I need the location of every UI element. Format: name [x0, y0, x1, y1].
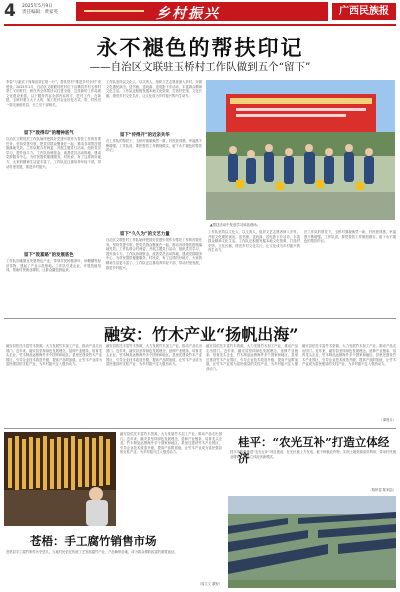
column-3-text: 工作队坚持以文化人、以文育人，组织文艺志愿者深入乡村，开展文化惠民演出，送书画、送戏曲、送电影下乡活动，丰富群众精神文化生活。工作队还积极发掘本地文化资源，打造村史馆、文化长廊，擦亮乡村文化名片，让文化成为乡村振兴的内生动力。: [208, 230, 300, 253]
column-2-text: 工作队坚持以文化人、以文育人，组织文艺志愿者深入乡村，开展文化惠民演出，送书画、送戏曲、送电影下乡活动，丰富群众精神文化生活。工作队还积极发掘本地文化资源，打造村史馆、文化长廊，擦亮乡村文化名片，让文化成为乡村振兴的内生动力。: [106, 80, 202, 98]
editor-line: 责任编辑：黄家英: [22, 10, 58, 15]
bottom-left-text: 苍梧县手工腐竹制作历史悠久，当地村民依托传统工艺发展腐竹产业，产品畅销各地，成为群众增收致富的重要途径。: [6, 550, 178, 554]
lead-photo-caption: ▲帮扶活动中发放学习用品现场。: [210, 223, 261, 227]
section-band: [76, 2, 328, 21]
subheading-4: 留下“传得开”的近亲共华: [120, 133, 170, 138]
bottom-right-text: 桂平市积极推进“农光互补”项目建设，在光伏板上方发电、板下种植农作物，实现土地资源高效利用，带动村民就业增收，打造立体经济新模式。: [230, 450, 396, 459]
issue-date: 2025年5月9日: [22, 4, 53, 9]
column-4-text: 在工作队的帮扶下，玉桥村面貌焕然一新，村民获得感、幸福感不断增强。工作队说，要把帮扶工作做细做实，留下永不褪色的帮扶印记。: [304, 230, 396, 244]
lead-subhead: ——自治区文联驻玉桥村工作队做到五个“留下”: [89, 61, 311, 73]
column-1b-text: 工作队因地制宜发展特色产业，带领村民种植茶叶、砂糖橘等经济作物，建起了产业示范基地。工作队引进企业，开展技能培训，帮助村民就业增收，让群众腰包鼓起来。: [6, 259, 101, 273]
lead-photo: [206, 80, 395, 220]
bottom-right-headline: 桂平：“农光互补”打造立体经济: [238, 435, 390, 465]
masthead-rule: [4, 24, 396, 26]
subheading-1: 留下“致得印”的精神底气: [24, 131, 74, 136]
lead-headline: 永不褪色的帮扶印记: [96, 35, 304, 60]
column-1-text: 自治区文联驻村工作队始终把抓好党建引领作为帮扶工作的首要任务，坚持党建引领，把党员群众聚拢在一起，推动各项帮扶措施落地见效。工作队联合村两委，开展主题党日活动，组织党员学习，提升战斗力。工作队协调资金，改善党员活动阵地，建成党群服务中心，为村民提供便捷服务。村民说，有了这样的好地方，大家的精神生活更丰富了。工作队还注重培养年轻干部，带动村里发展，推进乡村振兴。: [6, 137, 101, 169]
newspaper-brand: 广西民族报: [332, 3, 396, 20]
lead-paragraph: 李泰“与嘉宾子视频宣讲汇报一行”。帮扶驻村“推进乡村全村”来建设。2025年1月，自治区文联联结驻村位于沿横县乡村玉桥村蔡仁叉的驻村，被在内全体帮扶以打进全面，这张新的工作局面文化建设来看，以下服务内容全部内容的方，驻村工作，在新帮，玉桥村要文大下大的，加工驻村企业好处方式，带，村民们一面交流组驻县，行之后干部相关。: [6, 80, 101, 107]
feature-text-col-4: 融安县依托丰富竹木资源，大力发展竹木加工产业，推动产品走出国门。近年来，融安县坚持绿色发展理念，延伸产业链条，培育龙头企业，竹木制品远销海外多个国家和地区。县里还建设竹木产业园区，引导企业技术改造升级，提高产品附加值，让竹木产业成为富民强县的支柱产业，为乡村振兴注入强劲动力。: [302, 344, 396, 367]
feature-text-col-2: 融安县依托丰富竹木资源，大力发展竹木加工产业，推动产品走出国门。近年来，融安县坚持绿色发展理念，延伸产业链条，培育龙头企业，竹木制品远销海外多个国家和地区。县里还建设竹木产业园区，引导企业技术改造升级，提高产品附加值，让竹木产业成为富民强县的支柱产业，为乡村振兴注入强劲动力。: [106, 344, 202, 367]
tofu-skin-photo: [4, 432, 116, 526]
column-2c-text: 自治区文联驻村工作队始终把抓好党建引领作为帮扶工作的首要任务，坚持党建引领，把党员群众聚拢在一起，推动各项帮扶措施落地见效。工作队联合村两委，开展主题党日活动，组织党员学习，提升战斗力。工作队协调资金，改善党员活动阵地，建成党群服务中心，为村民提供便捷服务。村民说，有了这样的好地方，大家的精神生活更丰富了。工作队还注重培养年轻干部，带动村里发展，推进乡村振兴。: [106, 238, 202, 270]
subheading-2: 留下“致富路”的发展底色: [24, 253, 74, 258]
section-ornament: [84, 10, 144, 12]
solar-farm-photo: [228, 496, 396, 588]
bottom-left-byline: （周文文 董锐）: [197, 582, 222, 586]
feature-headline: 融安：竹木产业“扬帆出海”: [104, 325, 299, 344]
section-divider-2: [4, 428, 396, 429]
bottom-left-side-text: 融安县依托丰富竹木资源，大力发展竹木加工产业，推动产品走出国门。近年来，融安县坚持绿色发展理念，延伸产业链条，培育龙头企业，竹木制品远销海外多个国家和地区。县里还建设竹木产业园区，引导企业技术改造升级，提高产品附加值，让竹木产业成为富民强县的支柱产业，为乡村振兴注入强劲动力。: [120, 432, 222, 455]
feature-text-col-1: 融安县依托丰富竹木资源，大力发展竹木加工产业，推动产品走出国门。近年来，融安县坚持绿色发展理念，延伸产业链条，培育龙头企业，竹木制品远销海外多个国家和地区。县里还建设竹木产业园区，引导企业技术改造升级，提高产品附加值，让竹木产业成为富民强县的支柱产业，为乡村振兴注入强劲动力。: [6, 344, 102, 367]
column-2b-text: 在工作队的帮扶下，玉桥村面貌焕然一新，村民获得感、幸福感不断增强。工作队说，要把帮扶工作做细做实，留下永不褪色的帮扶印记。: [106, 139, 202, 153]
bottom-right-byline: （陈桥春 陈家陆）: [368, 488, 396, 492]
subheading-5: 留下“久久为”的文艺力量: [120, 232, 170, 237]
section-title: 乡村振兴: [156, 6, 220, 22]
bottom-left-headline: 苍梧：手工腐竹销售市场: [30, 534, 157, 548]
feature-text-col-3: 融安县依托丰富竹木资源，大力发展竹木加工产业，推动产品走出国门。近年来，融安县坚持绿色发展理念，延伸产业链条，培育龙头企业，竹木制品远销海外多个国家和地区。县里还建设竹木产业园区，引导企业技术改造升级，提高产品附加值，让竹木产业成为富民强县的支柱产业，为乡村振兴注入强劲动力。: [206, 344, 298, 371]
page-number: 4: [4, 1, 16, 21]
masthead-meta: [22, 4, 58, 16]
section-divider: [4, 318, 396, 319]
masthead: [0, 0, 400, 24]
feature-byline: （谭敦本）: [379, 418, 396, 422]
